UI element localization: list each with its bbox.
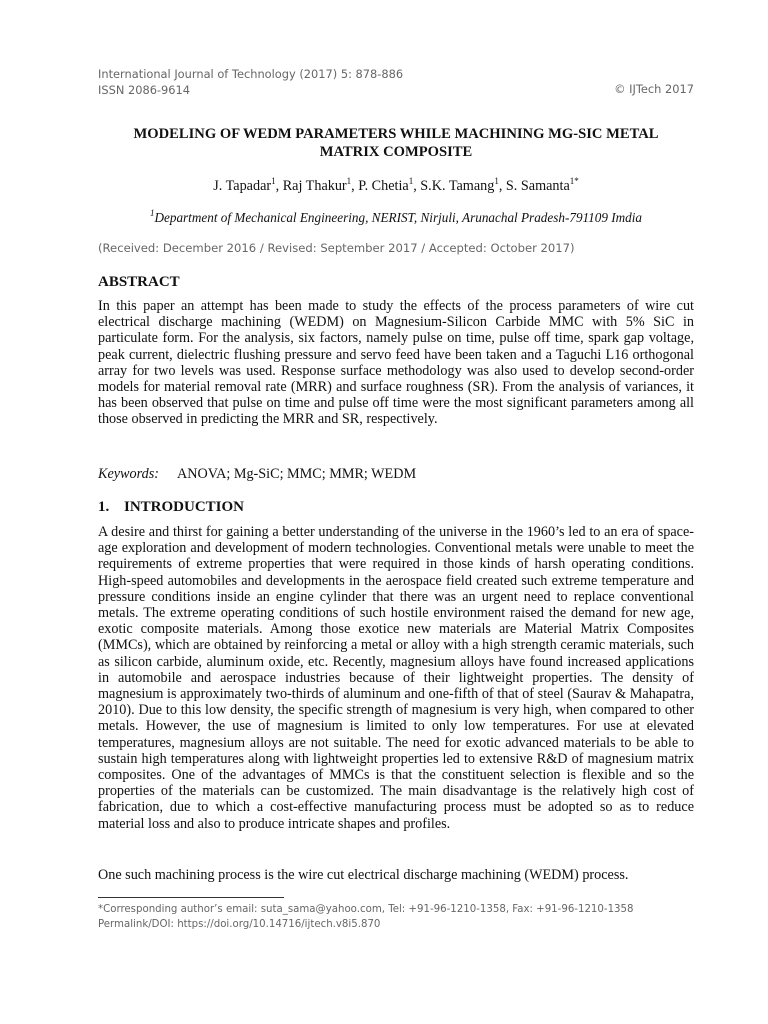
author [506, 178, 579, 194]
keywords [98, 466, 416, 483]
author-affil-mark: 1 [494, 176, 499, 186]
keywords-label: Keywords: [98, 466, 159, 482]
author-separator: , [498, 178, 506, 194]
author [213, 178, 282, 194]
author-name: Raj Thakur [282, 178, 347, 194]
abstract-text: In this paper an attempt has been made to study the effects of the process parameters of wire cut electrical discharge machining (WEDM) on Magnesium-Silicon Carbide MMC with 5% SiC in particulate form. For the analysis, six factors, namely pulse on time, pulse off time, spark gap voltage, peak current, dielectric flushing pressure and servo feed have been taken and a Taguchi L16 orthogonal array for two levels was used. Response surface methodology was also used to develop second-order models for material removal rate (MRR) and surface roughness (SR). From the analysis of variances, it has been observed that pulse on time and pulse off time were the most significant parameters among all those observed in predicting the MRR and SR, respectively. [98, 298, 694, 428]
introduction-paragraph-1: A desire and thirst for gaining a better understanding of the universe in the 1960’s led to an era of space-age exploration and development of modern technologies. Conventional metals were unable to meet the requirements of extreme properties that were required in those kinds of harsh operating conditions. High-speed automobiles and developments in the aerospace field created such extreme temperature and pressure conditions inside an engine cylinder that there was an urgent need to replace conventional metals. The extreme operating conditions of such hostile environment raised the demand for new age, exotic composite materials. Among those exotice new materials are Material Matrix Composites (MMCs), which are obtained by reinforcing a metal or alloy with a high strength ceramic materials, such as silicon carbide, aluminum oxide, etc. Recently, magnesium alloys have found increased applications in automobile and aerospace industries because of their lightweight properties. The density of magnesium is approximately two-thirds of aluminum and one-fifth of that of steel (Saurav & Mahapatra, 2010). Due to this low density, the specific strength of magnesium is very high, when compared to other metals. However, the use of magnesium is limited to only low temperatures. For use at elevated temperatures, magnesium alloys are not suitable. The need for exotic advanced materials to be able to sustain high temperatures along with lightweight properties led to extensive R&D of magnesium matrix composites. One of the advantages of MMCs is that the constituent selection is flexible and so the properties of the materials can be customized. The main disadvantage is the relatively high cost of fabrication, due to which a cost-effective manufacturing process must be adopted so as to reduce material loss and also to produce intricate shapes and profiles. [98, 524, 694, 832]
footnote-divider [98, 897, 284, 898]
journal-citation: International Journal of Technology (2017) 5: 878-886 [98, 67, 404, 81]
author-name: S.K. Tamang [420, 178, 495, 194]
author-separator: , [413, 178, 421, 194]
section-title: INTRODUCTION [124, 499, 245, 515]
author-list [98, 176, 694, 195]
abstract-heading: ABSTRACT [98, 274, 180, 290]
title-line-2: MATRIX COMPOSITE [319, 144, 473, 160]
author [358, 178, 420, 194]
section-heading-introduction [98, 499, 244, 516]
author-affil-mark: 1 [271, 176, 276, 186]
author [283, 178, 359, 194]
author-affil-mark: 1 [346, 176, 352, 186]
author-affil-mark: 1 [408, 176, 414, 186]
paper-title [98, 125, 694, 161]
author-name: J. Tapadar [213, 178, 272, 194]
copyright: © IJTech 2017 [614, 82, 694, 96]
doi-footnote: Permalink/DOI: https://doi.org/10.14716/ijtech.v8i5.870 [98, 919, 381, 930]
introduction-paragraph-2: One such machining process is the wire cut electrical discharge machining (WEDM) process. [98, 867, 629, 883]
affiliation [98, 208, 694, 226]
author-name: P. Chetia [358, 178, 409, 194]
affiliation-text: Department of Mechanical Engineering, NERIST, Nirjuli, Arunachal Pradesh-791109 Imdia [154, 210, 642, 225]
author-separator: , [275, 178, 283, 194]
section-number: 1. [98, 499, 110, 515]
keywords-value: ANOVA; Mg-SiC; MMC; MMR; WEDM [176, 466, 417, 482]
author [420, 178, 506, 194]
corresponding-author-footnote: *Corresponding author’s email: suta_sama@yahoo.com, Tel: +91-96-1210-1358, Fax: +91-96-1210-1358 [98, 904, 634, 915]
author-separator: , [351, 178, 359, 194]
title-line-1: MODELING OF WEDM PARAMETERS WHILE MACHINING MG-SIC METAL [133, 126, 659, 142]
author-affil-mark: 1* [569, 176, 579, 186]
affiliation-mark: 1 [149, 208, 155, 218]
submission-dates: (Received: December 2016 / Revised: September 2017 / Accepted: October 2017) [98, 241, 575, 255]
author-name: S. Samanta [505, 178, 570, 194]
issn: ISSN 2086-9614 [98, 83, 191, 97]
